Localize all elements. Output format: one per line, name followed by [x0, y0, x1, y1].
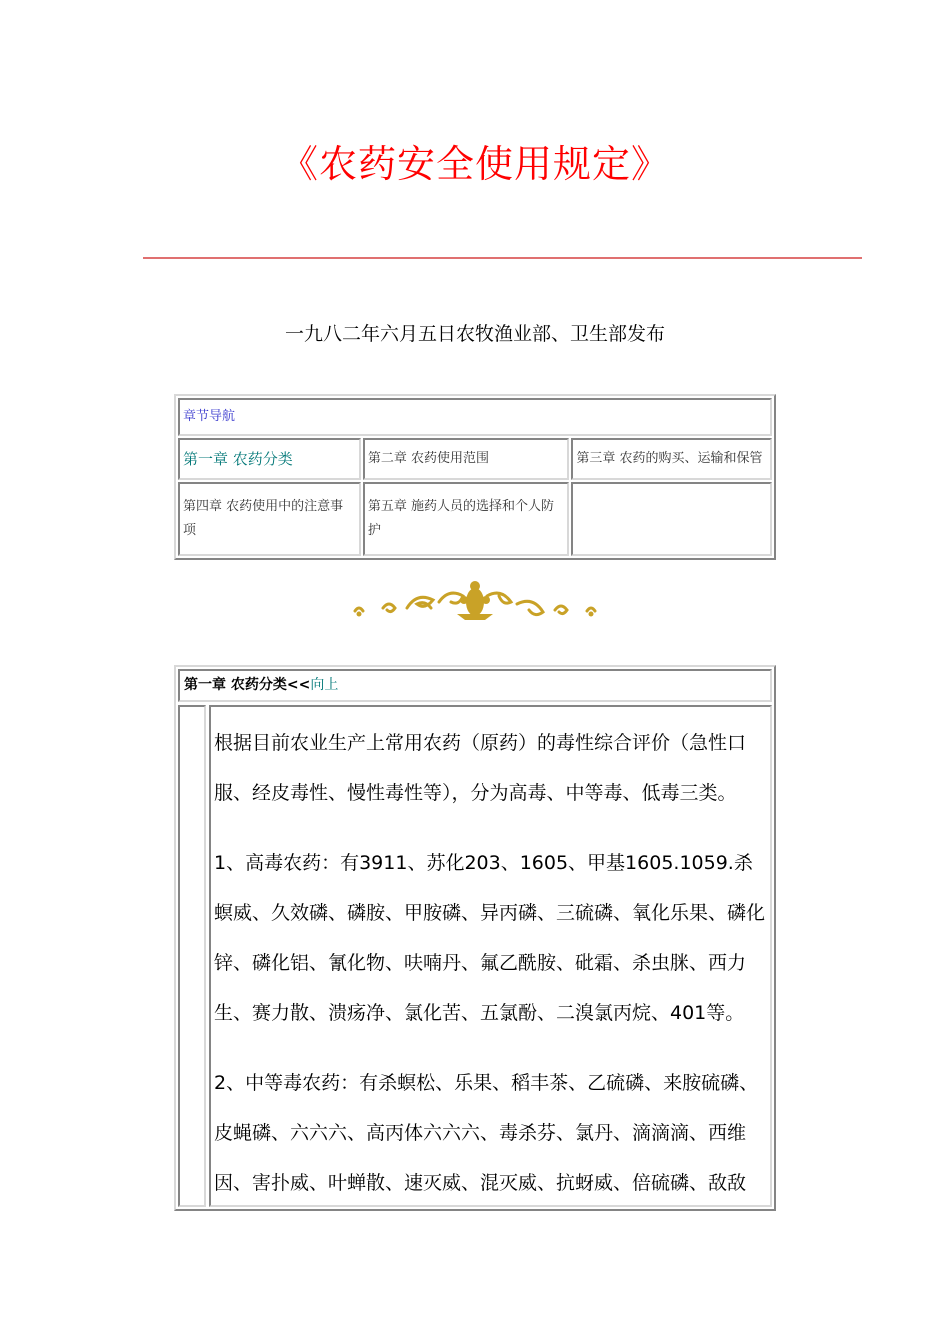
chapter-1-title: 第一章 农药分类<< [184, 677, 311, 693]
nav-chapter-5-link[interactable]: 第五章 施药人员的选择和个人防护 [363, 482, 570, 556]
nav-chapter-1-link[interactable]: 第一章 农药分类 [178, 438, 361, 480]
nav-chapter-3-link[interactable]: 第三章 农药的购买、运输和保管 [571, 438, 772, 480]
back-to-top-link[interactable]: 向上 [310, 677, 339, 693]
nav-empty-cell [571, 482, 772, 556]
intro-paragraph: 根据目前农业生产上常用农药（原药）的毒性综合评价（急性口服、经皮毒性、慢性毒性等），分为高毒、中等毒、低毒三类。 [214, 732, 747, 804]
nav-chapter-2-link[interactable]: 第二章 农药使用范围 [363, 438, 570, 480]
publication-info: 一九八二年六月五日农牧渔业部、卫生部发布 [284, 323, 665, 345]
ornament-divider-icon [345, 578, 605, 628]
medium-toxicity-paragraph: 2、中等毒农药：有杀螟松、乐果、稻丰茶、乙硫磷、来胺硫磷、皮蝇磷、六六六、高丙体六六六、毒杀芬、氯丹、滴滴滴、西维因、害扑威、叶蝉散、速灭威、混灭威、抗蚜威、倍硫磷、敌敌 [214, 1072, 759, 1194]
title-divider [143, 257, 862, 259]
chapter-1-section [174, 665, 776, 1211]
chapter-1-body [209, 705, 772, 1207]
nav-chapter-4-link[interactable]: 第四章 农药使用中的注意事项 [178, 482, 361, 556]
indent-cell [178, 705, 206, 1207]
high-toxicity-paragraph: 1、高毒农药：有3911、苏化203、1605、甲基1605.1059.杀螟威、久效磷、磷胺、甲胺磷、异丙磷、三硫磷、氧化乐果、磷化锌、磷化铝、氰化物、呋喃丹、氟乙酰胺、砒霜、杀虫脒、西力生、赛力散、溃疡净、氯化苦、五氯酚、二溴氯丙烷、401等。 [214, 852, 766, 1024]
chapter-1-header [178, 669, 772, 702]
chapter-nav-heading: 章节导航 [178, 398, 772, 436]
chapter-nav-table [174, 394, 776, 560]
document-title: 《农药安全使用规定》 [279, 142, 670, 186]
